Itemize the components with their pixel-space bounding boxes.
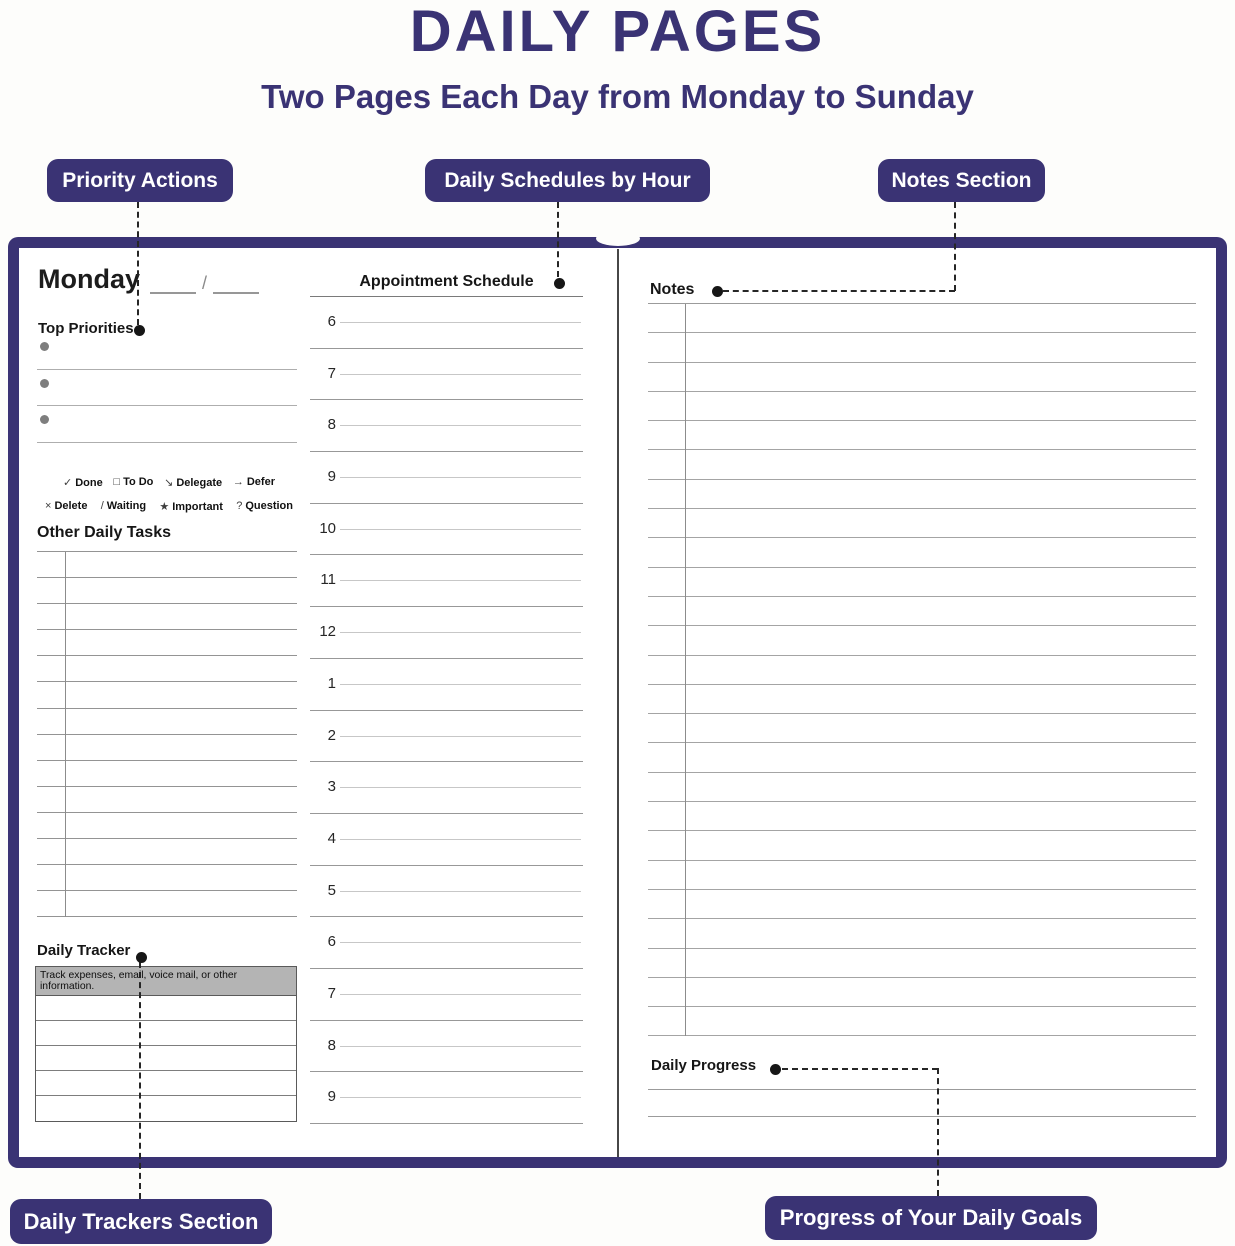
notes-label: Notes	[650, 281, 695, 298]
hour-writing-line	[340, 425, 581, 426]
hour-writing-line	[340, 1046, 581, 1047]
connector-priority-line	[137, 202, 139, 325]
to-do-symbol-icon: □	[113, 476, 121, 488]
hour-row-1	[310, 659, 583, 711]
connector-tracker-dot	[136, 952, 147, 963]
callout-priority-actions: Priority Actions	[47, 159, 233, 202]
task-ruled-line	[37, 656, 297, 682]
appointment-schedule-grid	[310, 296, 583, 1124]
note-ruled-line	[648, 802, 1196, 831]
waiting-symbol-icon: /	[100, 500, 104, 512]
cover-top-notch	[596, 231, 640, 246]
hour-label: 4	[327, 829, 336, 847]
date-separator: /	[202, 273, 208, 293]
appointment-schedule-title: Appointment Schedule	[359, 273, 534, 290]
daily-progress-label: Daily Progress	[651, 1057, 757, 1074]
hour-row-8	[310, 400, 583, 452]
key-item-delete	[45, 500, 87, 512]
note-ruled-line	[648, 363, 1196, 392]
hour-writing-line	[340, 787, 581, 788]
hour-writing-line	[340, 632, 581, 633]
connector-progress-dot	[770, 1064, 781, 1075]
hour-writing-line	[340, 374, 581, 375]
hour-writing-line	[340, 942, 581, 943]
hour-label: 10	[319, 519, 336, 537]
hour-writing-line	[340, 684, 581, 685]
key-item-label: Done	[75, 476, 103, 489]
key-item-label: Important	[172, 500, 223, 513]
task-ruled-line	[37, 839, 297, 865]
key-item-label: Question	[245, 500, 293, 512]
tasks-checkbox-divider	[65, 552, 66, 917]
bullet-icon	[40, 342, 49, 351]
note-ruled-line	[648, 1007, 1196, 1036]
note-ruled-line	[648, 626, 1196, 655]
note-ruled-line	[648, 333, 1196, 362]
note-ruled-line	[648, 978, 1196, 1007]
tracker-empty-row	[36, 1046, 296, 1071]
date-blank-day	[213, 270, 259, 294]
key-item-delegate	[164, 476, 222, 489]
hour-label: 11	[320, 571, 336, 589]
hour-row-4	[310, 814, 583, 866]
key-item-label: Delegate	[176, 476, 223, 489]
note-ruled-line	[648, 509, 1196, 538]
defer-symbol-icon: →	[232, 476, 244, 488]
note-ruled-line	[648, 861, 1196, 890]
connector-notes-hline	[723, 290, 955, 292]
task-ruled-line	[37, 735, 297, 761]
page-subtitle: Two Pages Each Day from Monday to Sunday	[261, 78, 974, 115]
note-ruled-line	[648, 597, 1196, 626]
key-item-waiting	[101, 500, 146, 512]
priority-blank-row	[37, 406, 297, 443]
note-ruled-line	[648, 831, 1196, 860]
hour-row-9	[310, 452, 583, 504]
note-ruled-line	[648, 949, 1196, 978]
connector-schedule-line	[557, 202, 559, 277]
page-title: DAILY PAGES	[409, 0, 826, 64]
key-item-to-do	[113, 476, 153, 488]
task-ruled-line	[37, 552, 297, 578]
delegate-symbol-icon: ↘	[164, 476, 174, 489]
note-ruled-line	[648, 656, 1196, 685]
date-blank-month	[150, 270, 196, 294]
task-ruled-line	[37, 865, 297, 891]
hour-row-11	[310, 555, 583, 607]
hour-label: 1	[327, 674, 336, 692]
key-item-label: Waiting	[106, 500, 147, 512]
hour-row-10	[310, 504, 583, 556]
tracker-empty-row	[36, 1071, 296, 1096]
hour-label: 2	[327, 726, 336, 744]
top-priorities-list	[37, 333, 297, 443]
page-spine-divider	[617, 249, 619, 1157]
task-ruled-line	[37, 787, 297, 813]
hour-writing-line	[340, 891, 581, 892]
important-symbol-icon: ★	[159, 500, 170, 513]
task-ruled-line	[37, 891, 297, 917]
other-tasks-lines	[37, 551, 297, 917]
callout-progress-goals: Progress of Your Daily Goals	[765, 1196, 1097, 1240]
note-ruled-line	[648, 890, 1196, 919]
hour-writing-line	[340, 994, 581, 995]
daily-progress-lines	[648, 1089, 1196, 1117]
callout-notes-section: Notes Section	[878, 159, 1045, 202]
priority-blank-row	[37, 370, 297, 407]
note-ruled-line	[648, 450, 1196, 479]
key-item-important	[159, 500, 223, 513]
hour-label: 8	[327, 1036, 336, 1054]
callout-daily-schedules: Daily Schedules by Hour	[425, 159, 710, 202]
hour-row-6	[310, 917, 583, 969]
hour-label: 12	[319, 623, 336, 641]
note-ruled-line	[648, 685, 1196, 714]
tracker-empty-row	[36, 1096, 296, 1121]
note-ruled-line	[648, 421, 1196, 450]
symbol-key	[37, 470, 297, 518]
task-ruled-line	[37, 813, 297, 839]
hour-label: 6	[327, 933, 336, 951]
notes-lines	[648, 303, 1196, 1036]
priority-blank-row	[37, 333, 297, 370]
hour-row-7	[310, 349, 583, 401]
hour-row-7	[310, 969, 583, 1021]
connector-progress-hline	[782, 1068, 938, 1070]
hour-writing-line	[340, 477, 581, 478]
top-priorities-label: Top Priorities	[38, 320, 134, 337]
tracker-rows	[36, 996, 296, 1121]
connector-notes-vline	[954, 202, 956, 291]
connector-progress-vline	[937, 1068, 939, 1196]
hour-row-2	[310, 711, 583, 763]
task-ruled-line	[37, 578, 297, 604]
key-item-label: Delete	[54, 500, 88, 512]
hour-label: 8	[327, 416, 336, 434]
hour-label: 9	[327, 468, 336, 486]
tracker-empty-row	[36, 996, 296, 1021]
hour-writing-line	[340, 1097, 581, 1098]
hour-writing-line	[340, 580, 581, 581]
hour-label: 6	[327, 313, 336, 330]
hour-label: 7	[327, 984, 336, 1002]
note-ruled-line	[648, 773, 1196, 802]
daily-tracker-table	[35, 966, 297, 1122]
key-row-2	[37, 494, 297, 518]
done-symbol-icon: ✓	[63, 476, 73, 489]
delete-symbol-icon: ×	[45, 500, 52, 512]
task-ruled-line	[37, 682, 297, 708]
note-ruled-line	[648, 919, 1196, 948]
task-ruled-line	[37, 709, 297, 735]
bullet-icon	[40, 379, 49, 388]
notes-margin-divider	[685, 304, 686, 1036]
note-ruled-line	[648, 568, 1196, 597]
question-symbol-icon: ?	[236, 500, 243, 512]
hour-writing-line	[340, 322, 581, 323]
key-item-label: Defer	[246, 476, 275, 488]
task-ruled-line	[37, 761, 297, 787]
key-item-done	[63, 476, 103, 489]
hour-label: 5	[327, 881, 336, 899]
note-ruled-line	[648, 714, 1196, 743]
connector-schedule-dot	[554, 278, 565, 289]
callout-daily-trackers: Daily Trackers Section	[10, 1199, 272, 1244]
key-item-question	[236, 500, 293, 512]
hour-writing-line	[340, 839, 581, 840]
hour-writing-line	[340, 736, 581, 737]
hour-label: 7	[327, 364, 336, 382]
hour-row-8	[310, 1021, 583, 1073]
hour-writing-line	[340, 529, 581, 530]
connector-tracker-line	[139, 962, 141, 1199]
key-row-1	[37, 470, 297, 494]
note-ruled-line	[648, 392, 1196, 421]
task-ruled-line	[37, 604, 297, 630]
hour-label: 3	[327, 778, 336, 796]
connector-notes-dot	[712, 286, 723, 297]
bullet-icon	[40, 415, 49, 424]
hour-row-6	[310, 297, 583, 349]
note-ruled-line	[648, 304, 1196, 333]
note-ruled-line	[648, 480, 1196, 509]
hour-row-12	[310, 607, 583, 659]
note-ruled-line	[648, 743, 1196, 772]
daily-tracker-label: Daily Tracker	[37, 942, 131, 959]
day-header	[38, 264, 259, 294]
connector-priority-dot	[134, 325, 145, 336]
note-ruled-line	[648, 538, 1196, 567]
hour-row-3	[310, 762, 583, 814]
key-item-label: To Do	[123, 476, 154, 488]
task-ruled-line	[37, 630, 297, 656]
key-item-defer	[233, 476, 275, 488]
hour-label: 9	[327, 1088, 336, 1106]
other-tasks-label: Other Daily Tasks	[37, 524, 171, 541]
hour-row-9	[310, 1072, 583, 1124]
tracker-empty-row	[36, 1021, 296, 1046]
day-title: Monday	[38, 264, 141, 294]
hour-row-5	[310, 866, 583, 918]
tracker-header-cell: Track expenses, email, voice mail, or other information.	[36, 967, 296, 996]
